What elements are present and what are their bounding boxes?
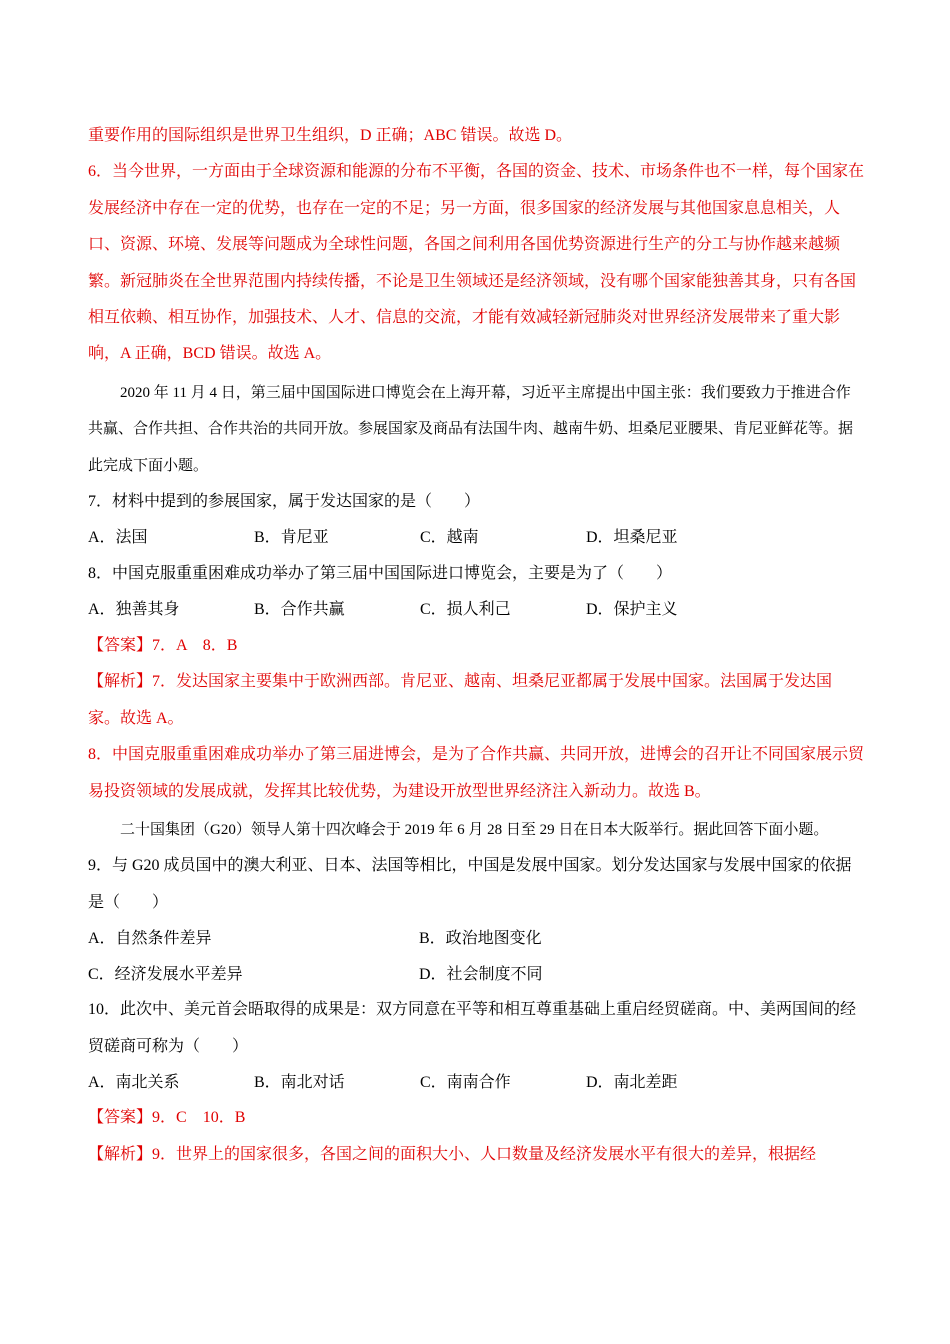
option-d[interactable]: D．社会制度不同 xyxy=(419,965,543,983)
question-10-stem: 10．此次中、美元首会晤取得的成果是：双方同意在平等和相互尊重基础上重启经贸磋商。中、美两国间的经贸磋商可称为（ ） xyxy=(88,1001,857,1055)
answer-7-8 xyxy=(88,628,864,664)
option-c[interactable]: C．损人利己 xyxy=(420,601,511,619)
answer-tag: 【答案】 xyxy=(88,636,153,654)
answer-9-10 xyxy=(88,1100,864,1136)
question-8-stem: 8．中国克服重重困难成功举办了第三届中国国际进口博览会，主要是为了（ ） xyxy=(88,564,673,582)
option-c[interactable]: C．经济发展水平差异 xyxy=(88,965,243,983)
option-a[interactable]: A．自然条件差异 xyxy=(88,930,212,948)
option-d[interactable]: D．南北差距 xyxy=(586,1073,678,1091)
explanation-9 xyxy=(88,1137,864,1173)
answer-text: 7．A 8．B xyxy=(152,636,238,654)
option-a[interactable]: A．南北关系 xyxy=(88,1073,180,1091)
answer-text: 9．C 10．B xyxy=(152,1109,246,1127)
explanation-tag: 【解析】 xyxy=(88,1145,153,1163)
material-2: 二十国集团（G20）领导人第十四次峰会于 2019 年 6 月 28 日至 29 日在日本大阪举行。据此回答下面小题。 xyxy=(120,821,829,838)
question-7-options xyxy=(88,520,864,556)
explanation-tag: 【解析】 xyxy=(88,673,153,691)
option-b[interactable]: B．政治地图变化 xyxy=(419,930,542,948)
material-1: 2020 年 11 月 4 日，第三届中国国际进口博览会在上海开幕，习近平主席提出中国主张：我们要致力于推进合作共赢、合作共担、合作共治的共同开放。参展国家及商品有法国牛肉、越南牛奶、坦桑尼亚腰果、肯尼亚鲜花等。据此完成下面小题。 xyxy=(88,384,854,474)
explanation-6: 6．当今世界，一方面由于全球资源和能源的分布不平衡，各国的资金、技术、市场条件也不一样，每个国家在发展经济中存在一定的优势，也存在一定的不足；另一方面，很多国家的经济发展与其他国家息息相关，人口、资源、环境、发展等问题成为全球性问题，各国之间利用各国优势资源进行生产的分工与协作越来越频繁。新冠肺炎在全世界范围内持续传播，不论是卫生领域还是经济领域，没有哪个国家能独善其身，只有各国相互依赖、相互协作，加强技术、人才、信息的交流，才能有效减轻新冠肺炎对世界经济发展带来了重大影响，A 正确，BCD 错误。故选 A。 xyxy=(88,163,865,363)
option-a[interactable]: A．独善其身 xyxy=(88,601,180,619)
explanation-continuation: 重要作用的国际组织是世界卫生组织，D 正确；ABC 错误。故选 D。 xyxy=(88,127,573,144)
option-d[interactable]: D．保护主义 xyxy=(586,601,678,619)
option-c[interactable]: C．南南合作 xyxy=(420,1073,511,1091)
explanation-8: 8．中国克服重重困难成功举办了第三届进博会，是为了合作共赢、共同开放，进博会的召开让不同国家展示贸易投资领域的发展成就，发挥其比较优势，为建设开放型世界经济注入新动力。故选 B。 xyxy=(88,746,865,800)
document-page xyxy=(88,118,864,1173)
option-b[interactable]: B．肯尼亚 xyxy=(254,529,329,547)
explanation-7 xyxy=(88,664,864,737)
answer-tag: 【答案】 xyxy=(88,1109,153,1127)
question-7-stem: 7．材料中提到的参展国家，属于发达国家的是（ ） xyxy=(88,493,481,511)
explanation-7-text: 7．发达国家主要集中于欧洲西部。肯尼亚、越南、坦桑尼亚都属于发展中国家。法国属于发达国家。故选 A。 xyxy=(88,673,833,727)
option-d[interactable]: D．坦桑尼亚 xyxy=(586,529,678,547)
option-b[interactable]: B．南北对话 xyxy=(254,1073,345,1091)
option-c[interactable]: C．越南 xyxy=(420,529,479,547)
option-b[interactable]: B．合作共赢 xyxy=(254,601,345,619)
question-9-stem: 9．与 G20 成员国中的澳大利亚、日本、法国等相比，中国是发展中国家。划分发达国家与发展中国家的依据是（ ） xyxy=(88,857,852,911)
explanation-9-text: 9．世界上的国家很多，各国之间的面积大小、人口数量及经济发展水平有很大的差异，根据经 xyxy=(152,1145,817,1163)
question-8-options xyxy=(88,592,864,628)
question-9-options-row-2 xyxy=(88,957,864,993)
option-a[interactable]: A．法国 xyxy=(88,529,148,547)
question-9-options-row-1 xyxy=(88,921,864,957)
question-10-options xyxy=(88,1065,864,1101)
